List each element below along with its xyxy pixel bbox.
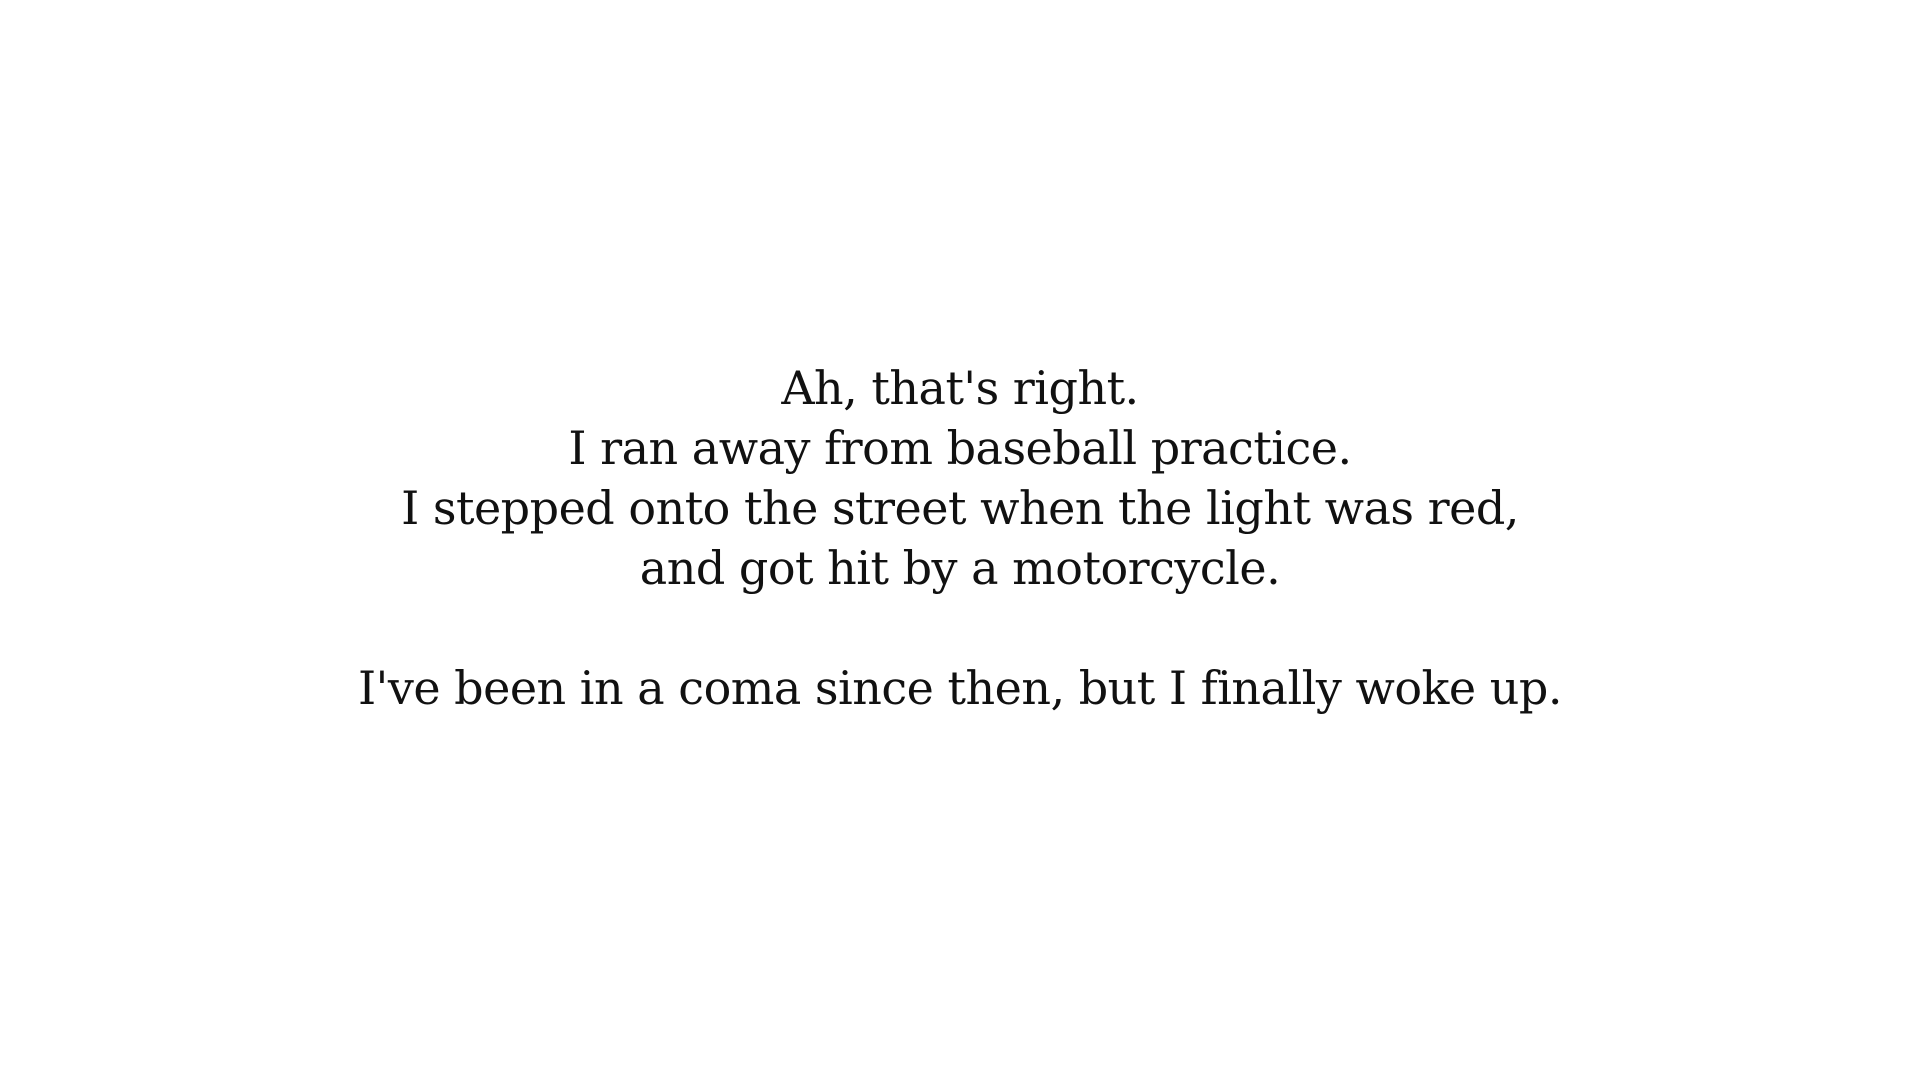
dialogue-text-box[interactable] <box>0 358 1920 718</box>
dialogue-line-4: and got hit by a motorcycle. <box>639 541 1281 595</box>
dialogue-line-2: I ran away from baseball practice. <box>568 421 1352 475</box>
dialogue-line-5: I've been in a coma since then, but I finally woke up. <box>358 661 1562 715</box>
dialogue-line-3: I stepped onto the street when the light was red, <box>401 481 1519 535</box>
paragraph-spacer <box>0 598 1920 658</box>
dialogue-line-1: Ah, that's right. <box>781 361 1139 415</box>
